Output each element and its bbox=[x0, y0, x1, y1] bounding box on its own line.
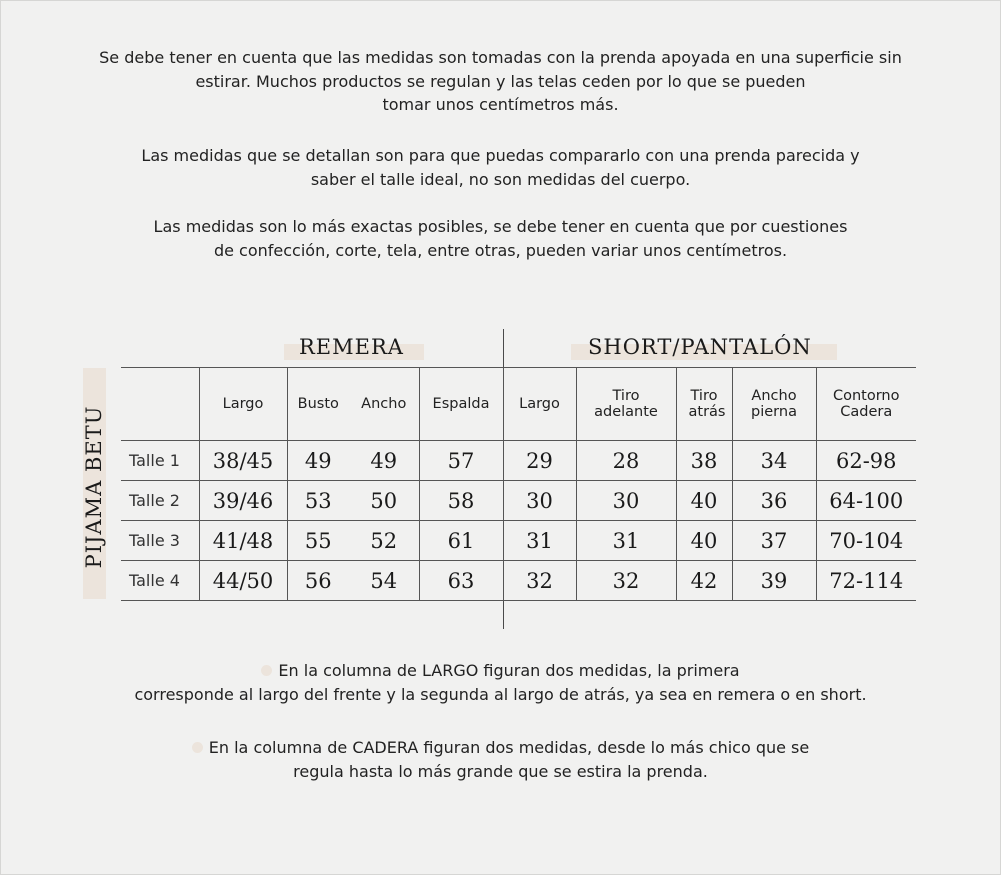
column-header: Ancho bbox=[349, 368, 419, 441]
table-cell: 28 bbox=[576, 441, 676, 481]
note-largo-text-1: En la columna de LARGO figuran dos medidas, la primera bbox=[278, 661, 740, 680]
column-header: Largo bbox=[503, 368, 576, 441]
row-label: Talle 4 bbox=[121, 561, 199, 601]
intro-p3-line-1: Las medidas son lo más exactas posibles, se debe tener en cuenta que por cuestiones bbox=[153, 217, 848, 236]
row-label: Talle 2 bbox=[121, 481, 199, 521]
section-title-remera: REMERA bbox=[299, 335, 404, 359]
column-header: Tiro atrás bbox=[676, 368, 732, 441]
table-cell: 40 bbox=[676, 521, 732, 561]
row-label: Talle 1 bbox=[121, 441, 199, 481]
table-cell: 39 bbox=[732, 561, 816, 601]
table-cell: 30 bbox=[576, 481, 676, 521]
table-cell: 34 bbox=[732, 441, 816, 481]
table-cell: 49 bbox=[287, 441, 349, 481]
table-cell: 57 bbox=[419, 441, 503, 481]
note-cadera bbox=[0, 736, 1001, 784]
column-header: Ancho pierna bbox=[732, 368, 816, 441]
intro-p2-line-1: Las medidas que se detallan son para que puedas compararlo con una prenda parecida y bbox=[141, 146, 860, 165]
column-header: Espalda bbox=[419, 368, 503, 441]
column-header: Tiro adelante bbox=[576, 368, 676, 441]
table-cell: 56 bbox=[287, 561, 349, 601]
table-cell: 55 bbox=[287, 521, 349, 561]
note-cadera-text-1: En la columna de CADERA figuran dos medidas, desde lo más chico que se bbox=[208, 738, 810, 757]
table-cell: 70-104 bbox=[816, 521, 916, 561]
table-cell: 63 bbox=[419, 561, 503, 601]
table-header-row bbox=[121, 368, 916, 441]
size-chart-table bbox=[121, 367, 916, 601]
table-cell: 30 bbox=[503, 481, 576, 521]
table-cell: 62-98 bbox=[816, 441, 916, 481]
table-cell: 40 bbox=[676, 481, 732, 521]
table-cell: 31 bbox=[503, 521, 576, 561]
bullet-dot-icon bbox=[261, 665, 272, 676]
table-cell: 32 bbox=[576, 561, 676, 601]
table-cell: 61 bbox=[419, 521, 503, 561]
table-cell: 41/48 bbox=[199, 521, 287, 561]
product-name: PIJAMA BETU bbox=[82, 405, 106, 569]
table-cell: 31 bbox=[576, 521, 676, 561]
table-cell: 53 bbox=[287, 481, 349, 521]
row-label: Talle 3 bbox=[121, 521, 199, 561]
intro-p3-line-2: de confección, corte, tela, entre otras, pueden variar unos centímetros. bbox=[213, 240, 788, 260]
intro-paragraph-2 bbox=[0, 144, 1001, 191]
intro-p2-line-2: saber el talle ideal, no son medidas del cuerpo. bbox=[310, 169, 691, 189]
bullet-dot-icon bbox=[192, 742, 203, 753]
table-row bbox=[121, 561, 916, 601]
table-row bbox=[121, 521, 916, 561]
note-largo-line-2: corresponde al largo del frente y la segunda al largo de atrás, ya sea en remera o en short. bbox=[134, 685, 867, 704]
table-cell: 54 bbox=[349, 561, 419, 601]
table-cell: 58 bbox=[419, 481, 503, 521]
table-cell: 37 bbox=[732, 521, 816, 561]
table-cell: 32 bbox=[503, 561, 576, 601]
column-header: Contorno Cadera bbox=[816, 368, 916, 441]
table-cell: 38 bbox=[676, 441, 732, 481]
header-corner bbox=[121, 368, 199, 441]
table-row bbox=[121, 481, 916, 521]
column-header: Largo bbox=[199, 368, 287, 441]
table-cell: 44/50 bbox=[199, 561, 287, 601]
section-title-short: SHORT/PANTALÓN bbox=[588, 335, 812, 359]
note-largo-line-1 bbox=[0, 659, 1001, 683]
note-cadera-line-2: regula hasta lo más grande que se estira la prenda. bbox=[293, 762, 708, 781]
table-cell: 50 bbox=[349, 481, 419, 521]
table-cell: 64-100 bbox=[816, 481, 916, 521]
table-cell: 36 bbox=[732, 481, 816, 521]
intro-p1-line-3: tomar unos centímetros más. bbox=[382, 95, 619, 114]
column-header: Busto bbox=[287, 368, 349, 441]
intro-paragraph-1 bbox=[0, 46, 1001, 117]
table-cell: 39/46 bbox=[199, 481, 287, 521]
table-cell: 38/45 bbox=[199, 441, 287, 481]
table-cell: 52 bbox=[349, 521, 419, 561]
intro-paragraph-3 bbox=[0, 215, 1001, 262]
table-row bbox=[121, 441, 916, 481]
table-cell: 72-114 bbox=[816, 561, 916, 601]
intro-p1-line-2: estirar. Muchos productos se regulan y las telas ceden por lo que se pueden bbox=[195, 71, 806, 91]
table-cell: 49 bbox=[349, 441, 419, 481]
note-cadera-line-1 bbox=[0, 736, 1001, 760]
note-largo bbox=[0, 659, 1001, 707]
table-cell: 42 bbox=[676, 561, 732, 601]
intro-p1-line-1: Se debe tener en cuenta que las medidas son tomadas con la prenda apoyada en una superficie sin bbox=[99, 48, 902, 67]
table-cell: 29 bbox=[503, 441, 576, 481]
